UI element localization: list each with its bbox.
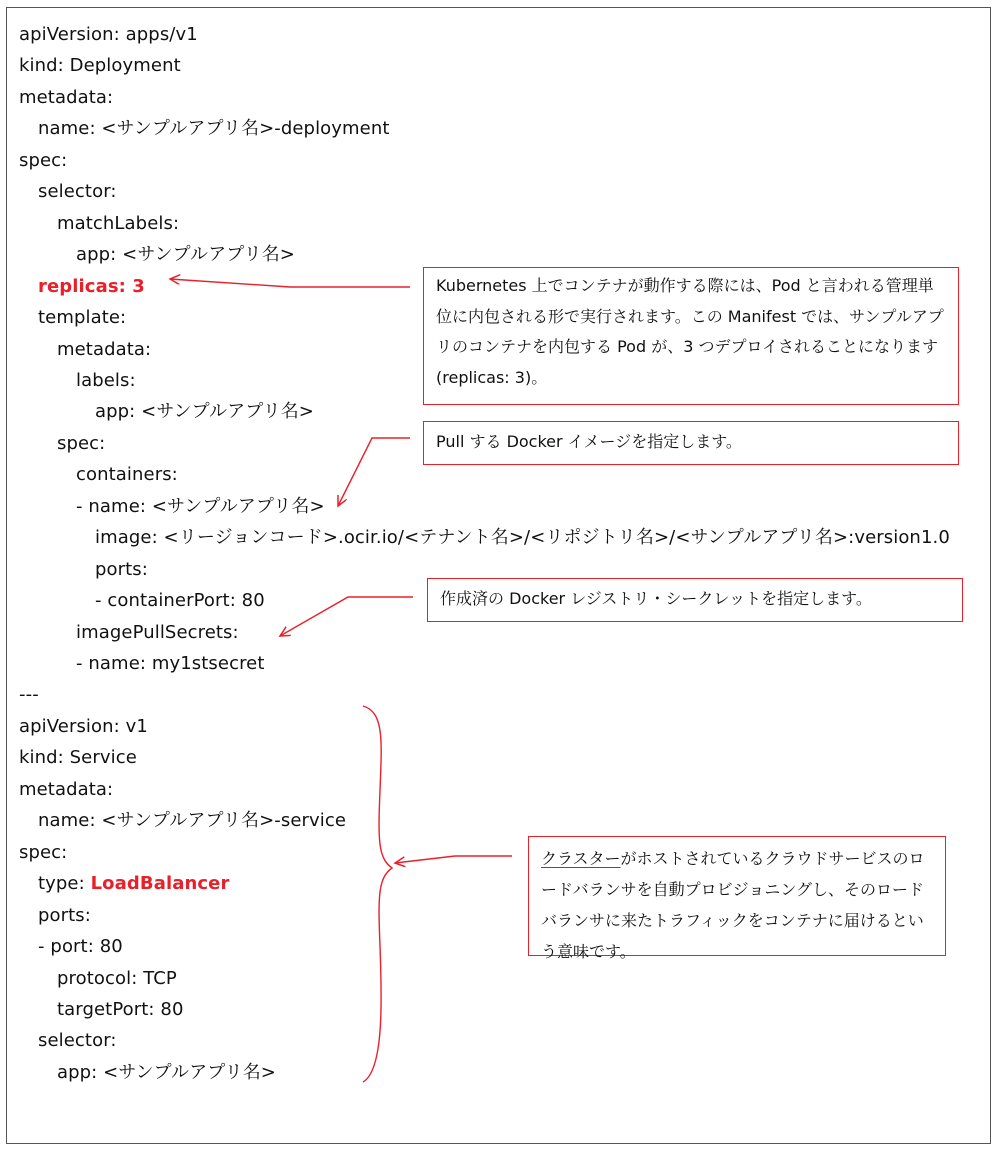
- code-text: - containerPort: 80: [95, 590, 265, 612]
- image-note-text: Pull する Docker イメージを指定します。: [436, 432, 742, 451]
- image-arrow: [338, 438, 410, 506]
- code-text: spec:: [57, 432, 106, 454]
- service-arrow: [395, 856, 512, 863]
- code-text: containers:: [76, 464, 178, 486]
- code-text: app: <サンプルアプリ名>: [57, 1061, 276, 1083]
- code-text: - port: 80: [38, 936, 123, 958]
- highlighted-value: LoadBalancer: [90, 873, 230, 895]
- code-text: selector:: [38, 181, 117, 203]
- code-text: kind: Deployment: [19, 55, 181, 77]
- code-text: metadata:: [19, 778, 114, 800]
- code-text: protocol: TCP: [57, 967, 177, 989]
- code-text: spec:: [19, 841, 68, 863]
- code-text: apiVersion: apps/v1: [19, 24, 198, 45]
- code-text: metadata:: [19, 86, 114, 108]
- secret-arrow: [280, 597, 413, 636]
- code-text: type:: [38, 873, 91, 895]
- code-text: imagePullSecrets:: [76, 621, 239, 643]
- code-text: labels:: [76, 369, 136, 391]
- code-text: matchLabels:: [57, 212, 180, 234]
- code-text: selector:: [38, 1030, 117, 1052]
- code-text: - name: <サンプルアプリ名>: [76, 495, 325, 517]
- code-text: template:: [38, 307, 127, 329]
- code-text: ports:: [95, 558, 148, 580]
- code-text: kind: Service: [19, 747, 137, 769]
- code-text: targetPort: 80: [57, 998, 184, 1020]
- replicas-note-text: Kubernetes 上でコンテナが動作する際には、Pod と言われる管理単位に内包される形で実行されます。この Manifest では、サンプルアプリのコンテナを内包する Pod が、3 つデプロイされることになります(replicas: 3)。: [436, 276, 944, 387]
- service-note-text: がホストされているクラウドサービスのロードバランサを自動プロビジョニングし、そのロードバランサに来たトラフィックをコンテナに届けるという意味です。: [541, 849, 925, 961]
- code-text: ---: [19, 684, 39, 706]
- code-text: metadata:: [57, 338, 152, 360]
- code-text: name: <サンプルアプリ名>-service: [38, 810, 347, 832]
- code-text: name: <サンプルアプリ名>-deployment: [38, 118, 390, 140]
- replicas-arrow: [170, 279, 410, 287]
- code-text: image: <リージョンコード>.ocir.io/<テナント名>/<リポジトリ名>/<サンプルアプリ名>:version1.0: [95, 527, 950, 549]
- cluster-link[interactable]: クラスター: [541, 849, 621, 868]
- secret-note-text: 作成済の Docker レジストリ・シークレットを指定します。: [440, 589, 872, 608]
- code-text: apiVersion: v1: [19, 715, 148, 737]
- code-text: ports:: [38, 904, 91, 926]
- code-text: app: <サンプルアプリ名>: [76, 244, 295, 266]
- code-text: - name: my1stsecret: [76, 653, 265, 674]
- code-text: spec:: [19, 149, 68, 171]
- highlighted-value: replicas: 3: [38, 275, 145, 297]
- code-text: app: <サンプルアプリ名>: [95, 401, 314, 423]
- service-brace: [363, 706, 392, 1082]
